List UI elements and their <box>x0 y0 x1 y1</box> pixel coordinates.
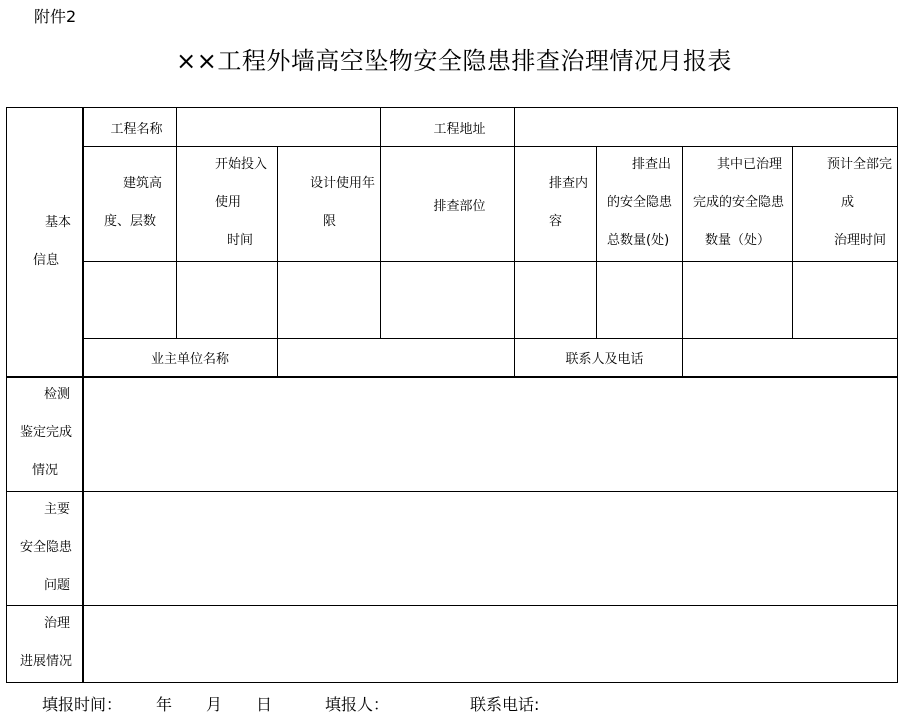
owner-unit-label: 业主单位名称 <box>150 352 229 367</box>
header-line: 建筑高 <box>123 176 163 191</box>
progress-label <box>20 605 72 681</box>
design-life-value[interactable] <box>278 262 380 338</box>
building-height-value[interactable] <box>83 262 176 338</box>
section-line: 安全隐患 <box>20 540 73 555</box>
inspect-part-header: 排查部位 <box>433 198 486 214</box>
owner-unit-value[interactable] <box>278 339 514 376</box>
contact-label: 联系人及电话 <box>565 352 644 367</box>
section-line: 检测 <box>44 387 71 402</box>
header-line: 容 <box>549 214 563 229</box>
header-line: 使用 <box>215 195 242 210</box>
filler-label: 填报人： <box>325 695 390 714</box>
header-line: 设计使用年 <box>310 176 376 191</box>
header-line: 治理时间 <box>834 233 887 248</box>
header-line: 度、层数 <box>104 214 157 229</box>
planned-completion-header <box>827 146 892 260</box>
planned-completion-value[interactable] <box>793 262 898 338</box>
project-name-label: 工程名称 <box>110 121 163 137</box>
inspect-content-header <box>549 165 588 241</box>
header-line: 成 <box>841 195 855 210</box>
hazard-content[interactable] <box>84 492 898 605</box>
basic-info-line: 基本 <box>45 215 72 230</box>
fixed-hazards-header <box>693 146 784 260</box>
header-line: 的安全隐患 <box>607 195 673 210</box>
header-line: 开始投入 <box>215 157 268 172</box>
section-line: 治理 <box>44 616 71 631</box>
hazard-label <box>20 491 72 605</box>
header-line: 其中已治理 <box>717 157 783 172</box>
attachment-label: 附件2 <box>34 7 77 26</box>
fill-time-label: 填报时间： <box>42 695 123 714</box>
detection-label <box>20 376 72 490</box>
section-line: 进展情况 <box>20 654 73 669</box>
section-line: 问题 <box>44 578 71 593</box>
total-hazards-value[interactable] <box>597 262 682 338</box>
header-line: 数量（处） <box>705 233 771 248</box>
header-line: 完成的安全隐患 <box>693 195 785 210</box>
basic-info-line: 信息 <box>33 253 60 268</box>
section-line: 主要 <box>44 502 71 517</box>
inspect-content-value[interactable] <box>515 262 596 338</box>
month-label: 月 <box>206 695 223 714</box>
header-line: 总数量(处) <box>607 233 670 248</box>
project-address-value[interactable] <box>515 108 898 146</box>
report-title: ××工程外墙高空坠物安全隐患排查治理情况月报表 <box>176 47 732 75</box>
basic-info-label <box>30 204 71 280</box>
progress-content[interactable] <box>84 606 898 683</box>
day-label: 日 <box>256 695 273 714</box>
header-line: 限 <box>323 214 337 229</box>
section-line: 情况 <box>32 463 59 478</box>
start-use-header <box>215 146 267 260</box>
building-height-header <box>104 165 162 241</box>
start-use-value[interactable] <box>177 262 277 338</box>
fixed-hazards-value[interactable] <box>683 262 792 338</box>
project-address-label: 工程地址 <box>433 121 486 137</box>
year-label: 年 <box>156 695 173 714</box>
contact-value[interactable] <box>683 339 898 376</box>
section-line: 鉴定完成 <box>20 425 73 440</box>
header-line: 排查出 <box>632 157 672 172</box>
project-name-value[interactable] <box>177 108 380 146</box>
header-line: 预计全部完 <box>827 157 893 172</box>
design-life-header <box>310 165 375 241</box>
total-hazards-header <box>607 146 672 260</box>
phone-label: 联系电话: <box>470 695 540 714</box>
header-line: 排查内 <box>549 176 589 191</box>
detection-content[interactable] <box>84 378 898 491</box>
inspect-part-value[interactable] <box>381 262 514 338</box>
header-line: 时间 <box>227 233 254 248</box>
